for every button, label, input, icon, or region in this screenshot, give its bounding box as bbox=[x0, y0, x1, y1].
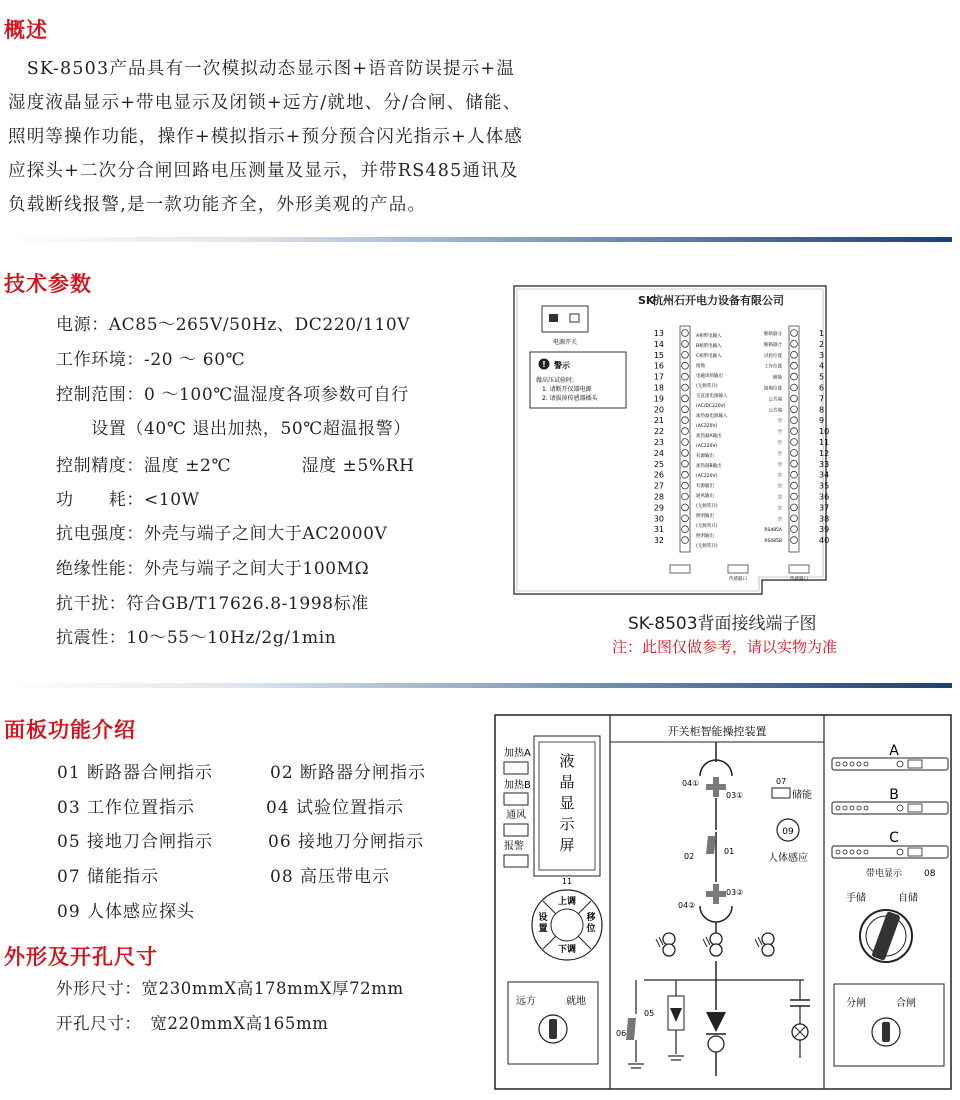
terminal-label: 空 bbox=[777, 473, 782, 479]
terminal-label: (无源常开) bbox=[696, 384, 718, 389]
terminal-screw bbox=[682, 395, 689, 402]
terminal-number: 1 bbox=[819, 329, 825, 338]
terminal-number: 17 bbox=[653, 372, 664, 382]
spec-line: 电源：AC85～265V/50Hz、DC220/110V bbox=[56, 315, 411, 335]
terminal-screw bbox=[682, 330, 689, 337]
terminal-number: 19 bbox=[653, 394, 664, 404]
terminal-screw bbox=[791, 395, 798, 402]
panel-func-item: 03 工作位置指示 bbox=[57, 798, 196, 818]
lcd-number: 11 bbox=[561, 877, 573, 886]
open-label: 分闸 bbox=[846, 998, 866, 1009]
terminal-number: 11 bbox=[819, 438, 830, 447]
terminal-number: 32 bbox=[653, 536, 664, 546]
terminal-number: 16 bbox=[653, 361, 664, 371]
terminal-screw bbox=[791, 504, 798, 511]
spec-line: 抗电强度：外壳与端子之间大于AC2000V bbox=[56, 524, 388, 544]
terminal-number: 23 bbox=[653, 438, 664, 447]
terminal-number: 27 bbox=[653, 481, 664, 491]
terminal-label: 加热器B输出 bbox=[696, 464, 722, 469]
section-title-overview: 概述 bbox=[4, 18, 48, 42]
vent-label: 通风 bbox=[506, 810, 526, 821]
terminal-label: 空 bbox=[777, 484, 782, 490]
panel-func-item: 04 试验位置指示 bbox=[266, 798, 405, 818]
terminal-label: 断路器分 bbox=[764, 332, 782, 337]
terminal-label: 空 bbox=[777, 430, 782, 436]
terminal-number: 29 bbox=[653, 503, 664, 513]
section-title-dims: 外形及开孔尺寸 bbox=[4, 945, 158, 969]
terminal-number: 10 bbox=[819, 427, 830, 437]
terminal-screw bbox=[791, 439, 798, 446]
overview-paragraph bbox=[8, 52, 578, 222]
lcd-char: 液 bbox=[559, 752, 575, 770]
label-03b: 03② bbox=[726, 888, 744, 897]
terminal-label: 有源输出 bbox=[696, 454, 714, 459]
phase-b-label: B bbox=[889, 787, 899, 803]
divider bbox=[0, 683, 952, 688]
terminal-label: C相带电输入 bbox=[696, 354, 722, 359]
terminal-screw bbox=[682, 362, 689, 369]
body-sense-label: 人体感应 bbox=[768, 853, 808, 864]
wiring-caption: SK-8503背面接线端子图 bbox=[628, 614, 817, 634]
terminal-screw bbox=[791, 384, 798, 391]
warning-title: 警示 bbox=[554, 361, 570, 370]
terminal-number: 30 bbox=[653, 514, 664, 524]
section-title-panel: 面板功能介绍 bbox=[4, 718, 136, 742]
terminal-label: 加热器电源输入 bbox=[696, 414, 728, 419]
terminal-screw bbox=[682, 526, 689, 533]
spec-line: 功 耗：<10W bbox=[56, 490, 200, 510]
label-08: 08 bbox=[924, 869, 936, 879]
overview-line: 照明等操作功能，操作+模拟指示+预分预合闪光指示+人体感 bbox=[8, 127, 524, 147]
terminal-screw bbox=[682, 482, 689, 489]
terminal-screw bbox=[682, 537, 689, 544]
label-04b: 04② bbox=[678, 901, 696, 910]
terminal-number: 36 bbox=[819, 492, 830, 502]
terminal-label: 试验位置 bbox=[764, 353, 782, 359]
terminal-label: 空 bbox=[777, 462, 782, 468]
label-04a: 04① bbox=[682, 779, 700, 788]
terminal-label: (AC/DC220V) bbox=[696, 404, 726, 409]
terminal-number: 12 bbox=[819, 448, 830, 458]
terminal-number: 9 bbox=[819, 416, 825, 426]
terminal-screw bbox=[682, 439, 689, 446]
alarm-label: 报警 bbox=[504, 841, 524, 852]
auto-store-label: 自储 bbox=[898, 893, 918, 904]
terminal-number: 18 bbox=[653, 383, 664, 393]
terminal-number: 39 bbox=[819, 525, 830, 535]
terminal-number: 2 bbox=[819, 339, 825, 349]
terminal-label: 断路器合 bbox=[764, 342, 782, 348]
key-set-2[interactable]: 置 bbox=[538, 924, 548, 934]
wiring-note: 注：此图仅做参考，请以实物为准 bbox=[612, 638, 838, 656]
warning-line: 2. 请拔掉传感器插头 bbox=[542, 395, 598, 402]
terminal-screw bbox=[682, 504, 689, 511]
terminal-screw bbox=[791, 373, 798, 380]
terminal-label: 储能 bbox=[773, 375, 782, 381]
terminal-number: 4 bbox=[819, 361, 825, 371]
terminal-label: 有源输出 bbox=[696, 484, 714, 489]
lcd-char: 屏 bbox=[559, 836, 575, 854]
terminal-screw bbox=[682, 373, 689, 380]
terminal-number: 14 bbox=[653, 339, 664, 349]
terminal-label: RS485A bbox=[764, 528, 782, 534]
terminal-label: 照明输出 bbox=[696, 534, 714, 539]
terminal-screw bbox=[682, 341, 689, 348]
terminal-label: 空 bbox=[777, 419, 782, 425]
terminal-number: 6 bbox=[819, 383, 825, 393]
terminal-screw bbox=[791, 493, 798, 500]
warning-line: 1. 请断开仪器电源 bbox=[542, 386, 592, 393]
terminal-screw bbox=[791, 526, 798, 533]
terminal-screw bbox=[791, 362, 798, 369]
terminal-label: 照明输出 bbox=[696, 514, 714, 519]
sensor-port-label: 传感器口 bbox=[729, 577, 747, 582]
svg-text:!: ! bbox=[542, 360, 546, 369]
terminal-label: 加热器A输出 bbox=[696, 434, 722, 439]
terminal-number: 7 bbox=[819, 394, 825, 404]
remote-local-knob[interactable] bbox=[549, 1019, 557, 1039]
terminal-label: 接地 bbox=[696, 364, 705, 369]
terminal-screw bbox=[791, 351, 798, 358]
terminal-label: 工作位置 bbox=[764, 364, 782, 370]
panel-diagram bbox=[494, 714, 952, 1090]
store-label: 储能 bbox=[792, 790, 812, 801]
company-name: 杭州石开电力设备有限公司 bbox=[652, 294, 784, 307]
overview-line: 负载断线报警,是一款功能齐全，外形美观的产品。 bbox=[8, 195, 427, 215]
key-shift-1[interactable]: 移 bbox=[586, 913, 596, 923]
terminal-screw bbox=[791, 460, 798, 467]
key-down[interactable]: 下调 bbox=[557, 945, 577, 955]
spec-line: 设置（40℃ 退出加热，50℃超温报警） bbox=[56, 419, 411, 439]
label-09: 09 bbox=[782, 827, 794, 837]
terminal-label: 空 bbox=[777, 506, 782, 512]
terminal-screw bbox=[682, 493, 689, 500]
terminal-screw bbox=[682, 460, 689, 467]
terminal-label: (AC220V) bbox=[696, 444, 718, 449]
divider bbox=[0, 237, 952, 242]
phase-c-label: C bbox=[889, 830, 899, 846]
terminal-label: A相带电输入 bbox=[696, 334, 722, 339]
key-up[interactable]: 上调 bbox=[557, 897, 577, 907]
terminal-label: (无源常开) bbox=[696, 524, 718, 529]
terminal-screw bbox=[682, 384, 689, 391]
terminal-label: 空 bbox=[777, 495, 782, 501]
terminal-screw bbox=[791, 471, 798, 478]
terminal-label: (AC220V) bbox=[696, 424, 718, 429]
dimension-line: 外形尺寸：宽230mmX高178mmX厚72mm bbox=[56, 979, 404, 998]
terminal-label: 电磁闭锁输出 bbox=[696, 374, 723, 379]
close-label: 合闸 bbox=[896, 998, 916, 1009]
section-title-tech: 技术参数 bbox=[4, 272, 92, 296]
terminal-number: 15 bbox=[653, 350, 664, 360]
terminal-number: 40 bbox=[819, 536, 830, 546]
terminal-number: 3 bbox=[819, 350, 825, 360]
lcd-char: 晶 bbox=[559, 773, 575, 791]
terminal-screw bbox=[682, 450, 689, 457]
terminal-label: 空 bbox=[777, 517, 782, 523]
terminal-number: 21 bbox=[653, 416, 664, 426]
terminal-label: (无源常开) bbox=[696, 504, 718, 509]
remote-label: 远方 bbox=[516, 996, 536, 1007]
terminal-screw bbox=[791, 450, 798, 457]
spec-line: 控制范围：0 ～100℃温湿度各项参数可自行 bbox=[56, 385, 409, 405]
terminal-number: 26 bbox=[653, 470, 664, 480]
key-shift-2[interactable]: 位 bbox=[586, 924, 596, 934]
terminal-number: 34 bbox=[819, 470, 830, 480]
open-close-knob[interactable] bbox=[882, 1022, 890, 1042]
power-switch-label: 电源开关 bbox=[552, 339, 578, 346]
terminal-screw bbox=[791, 341, 798, 348]
label-05: 05 bbox=[644, 1009, 655, 1018]
spec-line: 抗干扰：符合GB/T17626.8-1998标准 bbox=[56, 594, 369, 614]
terminal-label: (无源常开) bbox=[696, 544, 718, 549]
terminal-number: 8 bbox=[819, 405, 825, 415]
live-show-label: 带电显示 bbox=[866, 869, 903, 879]
terminal-number: 24 bbox=[653, 448, 664, 458]
heat-a-label: 加热A bbox=[504, 748, 531, 759]
terminal-label: B相带电输入 bbox=[696, 344, 722, 349]
lcd-char: 显 bbox=[559, 794, 575, 812]
panel-header: 开关柜智能操控装置 bbox=[667, 725, 767, 738]
terminal-label: (AC220V) bbox=[696, 474, 718, 479]
terminal-screw bbox=[791, 537, 798, 544]
terminal-number: 33 bbox=[819, 459, 830, 469]
heat-b-label: 加热B bbox=[504, 780, 531, 791]
sensor-port-label: 传感器口 bbox=[790, 577, 808, 582]
svg-text:SK: SK bbox=[638, 294, 655, 307]
terminal-label: RS485B bbox=[764, 539, 782, 545]
terminal-number: 5 bbox=[819, 372, 825, 382]
manual-store-label: 手储 bbox=[846, 893, 866, 904]
terminal-screw bbox=[791, 330, 798, 337]
terminal-number: 25 bbox=[653, 459, 664, 469]
dimension-line: 开孔尺寸： 宽220mmX高165mm bbox=[56, 1014, 329, 1033]
terminal-screw bbox=[682, 515, 689, 522]
label-01: 01 bbox=[724, 847, 735, 856]
terminal-screw bbox=[682, 428, 689, 435]
terminal-number: 35 bbox=[819, 481, 830, 491]
spec-line: 绝缘性能：外壳与端子之间大于100MΩ bbox=[56, 559, 370, 579]
overview-line: 应探头+二次分合闸回路电压测量及显示，并带RS485通讯及 bbox=[8, 161, 519, 181]
panel-func-item: 01 断路器合闸指示 bbox=[57, 763, 214, 783]
label-07: 07 bbox=[776, 777, 787, 786]
lcd-char: 示 bbox=[559, 815, 575, 833]
phase-a-label: A bbox=[889, 743, 899, 759]
panel-func-item: 08 高压带电示 bbox=[270, 867, 391, 887]
spec-line: 工作环境：-20 ～ 60℃ bbox=[56, 350, 246, 370]
terminal-label: 公共端 bbox=[768, 408, 782, 414]
terminal-screw bbox=[682, 351, 689, 358]
terminal-screw bbox=[791, 515, 798, 522]
panel-func-item: 02 断路器分闸指示 bbox=[270, 763, 427, 783]
label-03a: 03① bbox=[726, 791, 744, 800]
terminal-screw bbox=[791, 406, 798, 413]
terminal-label: 接地位置 bbox=[764, 386, 782, 392]
terminal-label: 空 bbox=[777, 441, 782, 446]
panel-func-item: 06 接地刀分闸指示 bbox=[268, 832, 425, 852]
terminal-label: 公共端 bbox=[768, 397, 782, 403]
panel-func-item: 07 储能指示 bbox=[57, 867, 160, 887]
spec-line: 抗震性：10～55～10Hz/2g/1min bbox=[56, 628, 337, 648]
panel-func-item: 05 接地刀合闸指示 bbox=[57, 832, 214, 852]
terminal-screw bbox=[791, 417, 798, 424]
spec-line: 控制精度：温度 ±2℃ 湿度 ±5%RH bbox=[56, 456, 415, 476]
terminal-number: 13 bbox=[653, 329, 664, 338]
panel-func-item: 09 人体感应探头 bbox=[57, 902, 196, 922]
terminal-label: 空 bbox=[777, 451, 782, 457]
label-02: 02 bbox=[684, 852, 695, 861]
terminal-screw bbox=[791, 482, 798, 489]
terminal-screw bbox=[682, 406, 689, 413]
key-set-1[interactable]: 设 bbox=[538, 913, 548, 923]
terminal-screw bbox=[682, 417, 689, 424]
terminal-number: 38 bbox=[819, 514, 830, 524]
overview-line: SK-8503产品具有一次模拟动态显示图+语音防误提示+温 bbox=[8, 59, 516, 79]
terminal-screw bbox=[791, 428, 798, 435]
terminal-number: 22 bbox=[653, 427, 664, 437]
warning-line: 做高压试验时: bbox=[536, 377, 575, 384]
terminal-number: 20 bbox=[653, 405, 664, 415]
terminal-label: 交直流电源输入 bbox=[696, 394, 728, 399]
terminal-number: 31 bbox=[653, 525, 664, 535]
label-06: 06 bbox=[616, 1029, 627, 1038]
local-label: 就地 bbox=[566, 996, 586, 1007]
terminal-number: 28 bbox=[653, 492, 664, 502]
terminal-label: 通风输出 bbox=[696, 494, 714, 499]
overview-line: 湿度液晶显示+带电显示及闭锁+远方/就地、分/合闸、储能、 bbox=[8, 93, 522, 113]
terminal-screw bbox=[682, 471, 689, 478]
wiring-diagram bbox=[512, 284, 828, 596]
terminal-number: 37 bbox=[819, 503, 830, 513]
